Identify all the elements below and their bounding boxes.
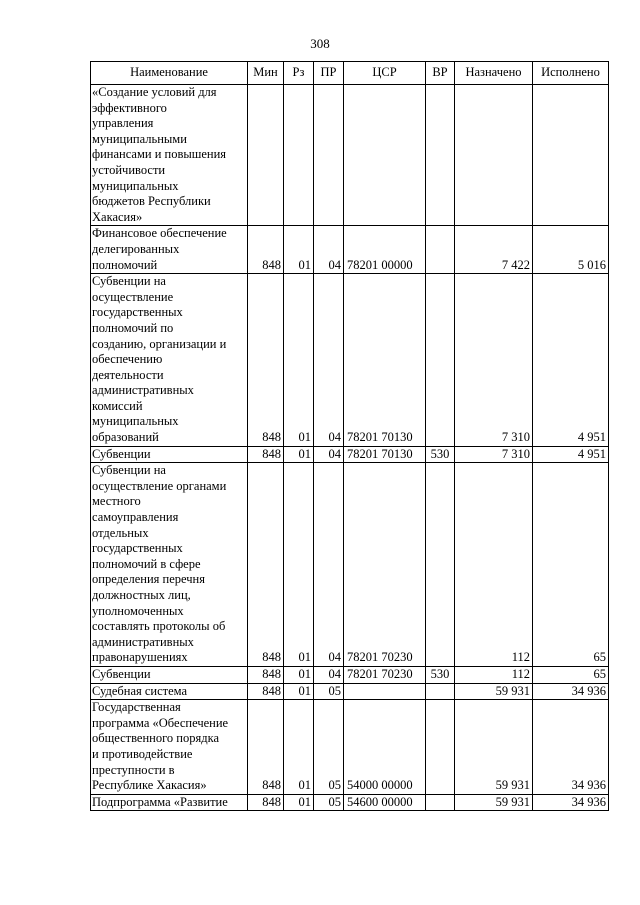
cell-name: Финансовое обеспечение делегированных полномочий — [91, 226, 248, 274]
cell-name: Субвенции на осуществление государственных полномочий по созданию, организации и обеспечению деятельности административных комиссий муниципальных образований — [91, 274, 248, 447]
header-executed: Исполнено — [533, 62, 609, 85]
cell-assigned: 112 — [455, 666, 533, 683]
cell-assigned — [455, 85, 533, 226]
cell-executed: 65 — [533, 463, 609, 667]
cell-min: 848 — [248, 794, 284, 811]
cell-assigned: 59 931 — [455, 794, 533, 811]
cell-vr: 530 — [426, 446, 455, 463]
cell-csr: 78201 70230 — [344, 666, 426, 683]
cell-assigned: 59 931 — [455, 700, 533, 795]
cell-pr: 04 — [314, 666, 344, 683]
cell-executed: 34 936 — [533, 683, 609, 700]
table-row — [91, 794, 609, 811]
cell-name: Субвенции на осуществление органами местного самоуправления отдельных государственных полномочий в сфере определения перечня должностных лиц, уполномоченных составлять протоколы об административных правонарушениях — [91, 463, 248, 667]
table-row — [91, 666, 609, 683]
cell-csr: 78201 70230 — [344, 463, 426, 667]
cell-vr — [426, 794, 455, 811]
cell-name: «Создание условий для эффективного управления муниципальными финансами и повышения устойчивости муниципальных бюджетов Республики Хакасия» — [91, 85, 248, 226]
page-number: 308 — [310, 36, 330, 51]
table-row — [91, 274, 609, 447]
cell-executed: 4 951 — [533, 274, 609, 447]
cell-min: 848 — [248, 666, 284, 683]
cell-rz: 01 — [284, 683, 314, 700]
table-row — [91, 700, 609, 795]
header-vr: ВР — [426, 62, 455, 85]
cell-pr: 04 — [314, 463, 344, 667]
cell-vr — [426, 226, 455, 274]
cell-csr: 78201 70130 — [344, 274, 426, 447]
cell-name: Подпрограмма «Развитие — [91, 794, 248, 811]
cell-executed: 4 951 — [533, 446, 609, 463]
cell-rz: 01 — [284, 463, 314, 667]
cell-min: 848 — [248, 226, 284, 274]
cell-min: 848 — [248, 683, 284, 700]
cell-assigned: 7 310 — [455, 446, 533, 463]
header-pr: ПР — [314, 62, 344, 85]
cell-executed: 5 016 — [533, 226, 609, 274]
cell-assigned: 7 422 — [455, 226, 533, 274]
cell-pr: 05 — [314, 794, 344, 811]
cell-pr — [314, 85, 344, 226]
cell-vr: 530 — [426, 666, 455, 683]
cell-vr — [426, 700, 455, 795]
cell-executed: 34 936 — [533, 700, 609, 795]
cell-csr: 54600 00000 — [344, 794, 426, 811]
cell-vr — [426, 463, 455, 667]
cell-executed — [533, 85, 609, 226]
cell-name: Государственная программа «Обеспечение общественного порядка и противодействие преступности в Республике Хакасия» — [91, 700, 248, 795]
cell-rz: 01 — [284, 700, 314, 795]
budget-execution-table — [90, 61, 609, 811]
cell-pr: 05 — [314, 700, 344, 795]
cell-pr: 04 — [314, 274, 344, 447]
cell-csr: 78201 70130 — [344, 446, 426, 463]
header-rz: Рз — [284, 62, 314, 85]
cell-executed: 34 936 — [533, 794, 609, 811]
cell-rz: 01 — [284, 794, 314, 811]
cell-csr — [344, 85, 426, 226]
cell-rz — [284, 85, 314, 226]
cell-executed: 65 — [533, 666, 609, 683]
cell-assigned: 59 931 — [455, 683, 533, 700]
cell-min: 848 — [248, 700, 284, 795]
table-row — [91, 85, 609, 226]
cell-min — [248, 85, 284, 226]
cell-vr — [426, 683, 455, 700]
cell-rz: 01 — [284, 666, 314, 683]
cell-pr: 05 — [314, 683, 344, 700]
header-min: Мин — [248, 62, 284, 85]
cell-csr: 78201 00000 — [344, 226, 426, 274]
header-name: Наименование — [91, 62, 248, 85]
cell-assigned: 7 310 — [455, 274, 533, 447]
cell-csr: 54000 00000 — [344, 700, 426, 795]
cell-min: 848 — [248, 463, 284, 667]
cell-csr — [344, 683, 426, 700]
cell-pr: 04 — [314, 226, 344, 274]
cell-name: Судебная система — [91, 683, 248, 700]
table-row — [91, 683, 609, 700]
cell-min: 848 — [248, 274, 284, 447]
cell-rz: 01 — [284, 226, 314, 274]
table-header-row — [91, 62, 609, 85]
table-row — [91, 226, 609, 274]
cell-name: Субвенции — [91, 666, 248, 683]
cell-pr: 04 — [314, 446, 344, 463]
header-csr: ЦСР — [344, 62, 426, 85]
table-row — [91, 463, 609, 667]
cell-name: Субвенции — [91, 446, 248, 463]
header-assigned: Назначено — [455, 62, 533, 85]
table-row — [91, 446, 609, 463]
cell-assigned: 112 — [455, 463, 533, 667]
cell-min: 848 — [248, 446, 284, 463]
cell-rz: 01 — [284, 274, 314, 447]
cell-rz: 01 — [284, 446, 314, 463]
cell-vr — [426, 85, 455, 226]
cell-vr — [426, 274, 455, 447]
